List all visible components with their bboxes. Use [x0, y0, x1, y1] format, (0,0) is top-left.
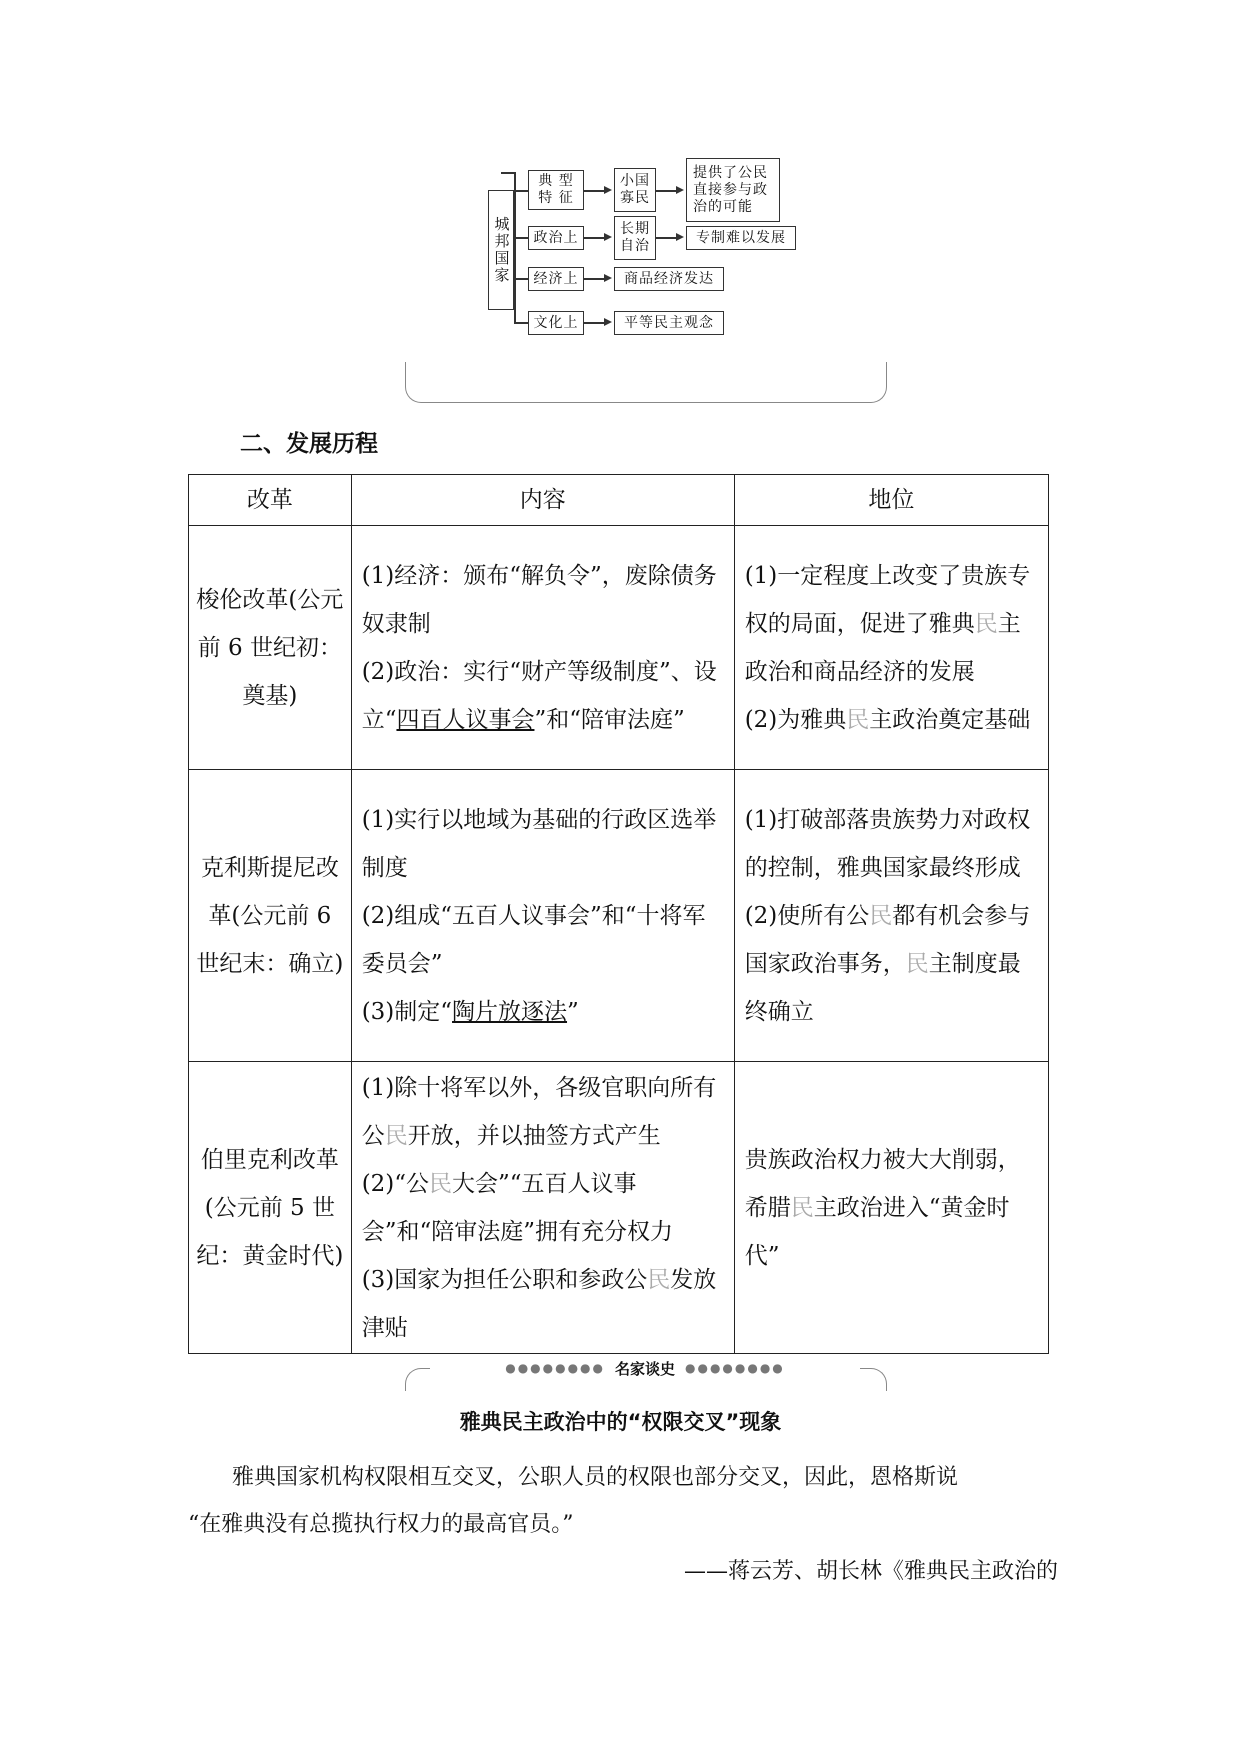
status-text: 主政治进入“黄金时代” [744, 1194, 1010, 1269]
reform-status [734, 1062, 1048, 1354]
content-line [362, 648, 724, 744]
diagram-connector [514, 237, 528, 239]
diagram-label-cultural-text: 文化上 [533, 314, 579, 331]
faint-char: 民 [384, 1122, 408, 1149]
famous-label: 名家谈史 [614, 1359, 675, 1378]
quote-line: 雅典国家机构权限相互交叉，公职人员的权限也部分交叉，因此，恩格斯说 [232, 1465, 959, 1490]
famous-label-banner [430, 1356, 860, 1380]
reform-table [188, 474, 1049, 1354]
diagram-connector [514, 278, 528, 280]
diagram-mid-autonomy [614, 216, 656, 260]
content-text: (1)除十将军以外，各级官职向所有公 [361, 1074, 717, 1149]
arrow-icon [604, 274, 612, 282]
arrow-icon [676, 186, 684, 194]
status-text: (1)一定程度上改变了贵族专权的局面，促进了雅典 [744, 562, 1031, 637]
content-text: 发放津贴 [361, 1266, 717, 1341]
content-line: (1)经济：颁布“解负令”，废除债务奴隶制 [361, 562, 717, 637]
content-text: 大会”“五百人议事会”和“陪审法庭”拥有充分权力 [361, 1170, 673, 1245]
content-line [362, 1160, 724, 1256]
content-text: ” [567, 998, 579, 1025]
status-line [745, 552, 1038, 696]
quote-title: 雅典民主政治中的“权限交叉”现象 [459, 1410, 782, 1434]
reform-content [351, 770, 734, 1062]
diagram-result-commodity-economy-text: 商品经济发达 [624, 270, 714, 287]
table-header-cell: 内容 [351, 475, 734, 526]
status-text: 主政治和商品经济的发展 [744, 610, 1021, 685]
diagram-connector [584, 237, 604, 239]
status-line [745, 1136, 1038, 1280]
diagram-label-typical [528, 170, 584, 210]
faint-char: 民 [790, 1194, 814, 1221]
diagram-label-typical-text: 典 型 特 征 [538, 173, 574, 206]
faint-char: 民 [647, 1266, 671, 1293]
diagram-label-economic [528, 267, 584, 291]
diagram-result-commodity-economy [614, 267, 724, 291]
frame-bottom-bracket [405, 362, 887, 403]
faint-char: 民 [905, 950, 929, 977]
diagram-connector [514, 322, 528, 324]
status-line [745, 696, 1038, 744]
reform-content [351, 1062, 734, 1354]
diagram-connector [584, 322, 604, 324]
diagram-result-autocracy [686, 226, 796, 250]
content-text: ”和“陪审法庭” [534, 706, 685, 733]
table-row [189, 1062, 1049, 1354]
faint-char: 民 [846, 706, 870, 733]
status-line: (1)打破部落贵族势力对政权的控制，雅典国家最终形成 [744, 806, 1031, 881]
city-state-diagram [0, 0, 1241, 360]
diagram-mid-small-state-text: 小国 寡民 [620, 173, 650, 206]
quote-source: ——蒋云芳、胡长林《雅典民主政治的 [683, 1559, 1058, 1584]
status-text: (2)为雅典 [744, 706, 847, 733]
diagram-connector [514, 190, 528, 192]
table-header-row [189, 475, 1049, 526]
status-text: 主制度最终确立 [744, 950, 1021, 1025]
dots-decoration-left: ●●●●●●●● [505, 1361, 605, 1375]
arrow-icon [676, 233, 684, 241]
diagram-root [488, 190, 514, 310]
content-line: (1)实行以地域为基础的行政区选举制度 [361, 806, 717, 881]
faint-char: 民 [429, 1170, 453, 1197]
content-line [362, 1256, 724, 1352]
table-row [189, 526, 1049, 770]
diagram-result-direct-participation [686, 158, 780, 222]
reform-name: 克利斯提尼改革(公元前 6 世纪末：确立) [189, 770, 352, 1062]
content-text: (3)制定“ [361, 998, 453, 1025]
reform-name: 伯里克利改革(公元前 5 世纪：黄金时代) [189, 1062, 352, 1354]
content-text: (3)国家为担任公职和参政公 [361, 1266, 648, 1293]
content-text: 开放，并以抽签方式产生 [407, 1122, 661, 1149]
section-title: 二、发展历程 [240, 431, 378, 457]
diagram-label-political-text: 政治上 [533, 229, 579, 246]
content-text: (2)政治：实行“财产等级制度”、设立“ [361, 658, 717, 733]
faint-char: 民 [974, 610, 998, 637]
underlined-term: 四百人议事会 [396, 706, 535, 733]
quote-line: “在雅典没有总揽执行权力的最高官员。” [188, 1512, 574, 1537]
diagram-label-economic-text: 经济上 [533, 270, 579, 287]
arrow-icon [604, 318, 612, 326]
arrow-icon [604, 233, 612, 241]
table-row [189, 770, 1049, 1062]
underlined-term: 陶片放逐法 [452, 998, 568, 1025]
diagram-connector [656, 237, 676, 239]
reform-status [734, 526, 1048, 770]
faint-char: 民 [869, 902, 893, 929]
diagram-result-equality [614, 311, 724, 335]
status-text: 贵族政治权力被大大削弱，希腊 [744, 1146, 1021, 1221]
quote-body [188, 1454, 1058, 1595]
diagram-connector [584, 190, 604, 192]
diagram-label-political [528, 226, 584, 250]
content-line [362, 1064, 724, 1160]
table-header-cell: 地位 [734, 475, 1048, 526]
diagram-result-equality-text: 平等民主观念 [624, 314, 714, 331]
content-text: (2)“公 [361, 1170, 430, 1197]
reform-name: 梭伦改革(公元前 6 世纪初：奠基) [189, 526, 352, 770]
content-line: (2)组成“五百人议事会”和“十将军委员会” [361, 902, 706, 977]
reform-status [734, 770, 1048, 1062]
arrow-icon [604, 186, 612, 194]
diagram-trunk [514, 172, 516, 324]
diagram-mid-autonomy-text: 长期 自治 [620, 221, 650, 254]
diagram-trunk-top [501, 172, 515, 174]
diagram-label-cultural [528, 311, 584, 335]
diagram-connector [656, 190, 676, 192]
table-header-cell: 改革 [189, 475, 352, 526]
status-text: (2)使所有公 [744, 902, 870, 929]
diagram-mid-small-state [614, 168, 656, 212]
reform-content [351, 526, 734, 770]
status-text: 都有机会参与国家政治事务， [744, 902, 1031, 977]
status-text: 主政治奠定基础 [869, 706, 1031, 733]
diagram-connector [584, 278, 604, 280]
content-line [362, 988, 724, 1036]
diagram-root-text: 城邦国家 [492, 216, 511, 284]
diagram-result-direct-participation-text: 提供了公民 直接参与政 治的可能 [693, 164, 768, 215]
status-line [745, 892, 1038, 1036]
diagram-result-autocracy-text: 专制难以发展 [696, 229, 786, 246]
dots-decoration-right: ●●●●●●●● [685, 1361, 785, 1375]
